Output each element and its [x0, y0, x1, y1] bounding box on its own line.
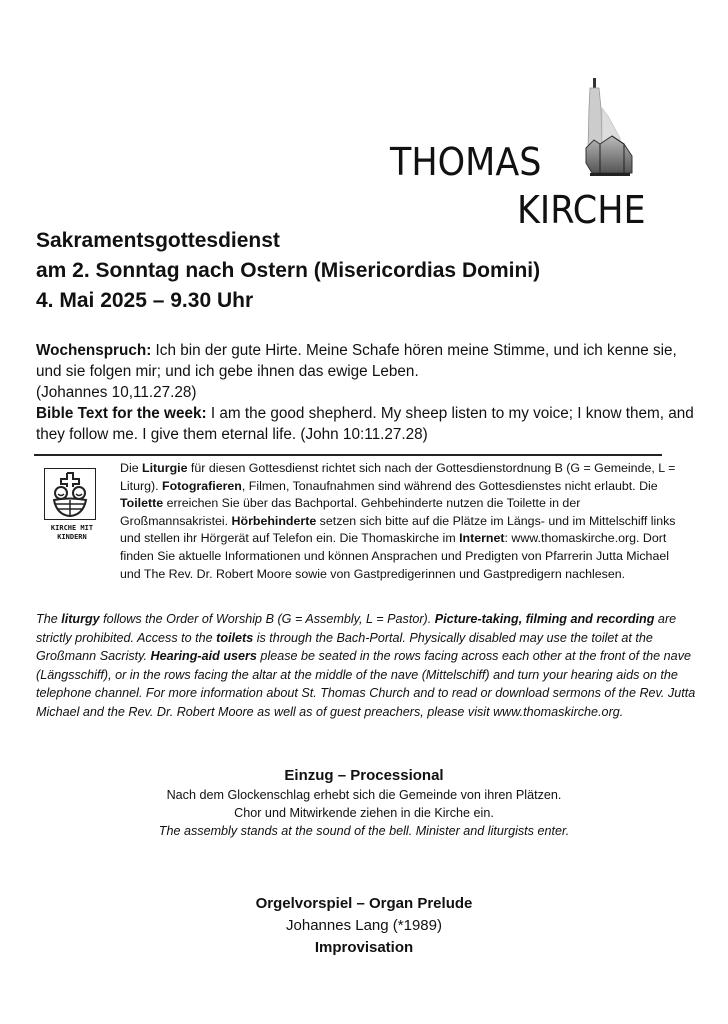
motto-de-reference: (Johannes 10,11.27.28): [36, 384, 197, 401]
section-orgelvorspiel: [0, 893, 728, 959]
kirche-mit-kindern-logo: [36, 460, 114, 566]
toilets-bold: toilets: [216, 630, 254, 645]
hoerbehinderte-bold: Hörbehinderte: [231, 513, 317, 528]
liturgy-bold: liturgy: [61, 612, 100, 626]
service-type: Sakramentsgottesdienst: [36, 229, 280, 252]
einzug-line-1: Nach dem Glockenschlag erhebt sich die Gemeinde von ihren Plätzen.: [166, 788, 562, 802]
liturgie-bold: Liturgie: [142, 461, 188, 475]
thomaskirche-logo: [390, 78, 660, 232]
motto-english: [36, 403, 696, 445]
orgelvorspiel-performer: Johannes Lang (*1989): [286, 917, 442, 934]
hearing-aid-users-bold: Hearing-aid users: [150, 649, 257, 664]
motto-de-label: Wochenspruch:: [36, 342, 152, 359]
kirche-mit-kindern-label: KIRCHE MIT KINDERN: [50, 524, 94, 541]
logo-text-thomas: THOMAS: [390, 140, 542, 184]
kirche-mit-kindern-icon: [44, 468, 96, 520]
weekly-motto: [36, 340, 696, 445]
section-einzug: [0, 766, 728, 840]
service-title: [36, 226, 540, 316]
church-tower-icon: [580, 78, 640, 183]
einzug-line-2: Chor und Mitwirkende ziehen in die Kirche ein.: [234, 806, 494, 820]
picture-taking-bold: Picture-taking, filming and recording: [434, 612, 655, 626]
motto-de-text: Ich bin der gute Hirte. Meine Schafe hören meine Stimme, und ich kenne sie, und sie folgen mir; und ich gebe ihnen das ewige Leben.: [36, 342, 677, 380]
service-occasion: am 2. Sonntag nach Ostern (Misericordias Domini): [36, 259, 541, 282]
website-text: : www.thomaskirche.org. Dort finden Sie aktuelle Informationen und können Ansprachen und Predigten von Pfarrerin Jutta Michael und The Rev. Dr. Robert Moore sowie von Gastpredigerinnen und Gastpredigern nachlesen.: [120, 531, 669, 581]
toilette-bold: Toilette: [120, 496, 164, 511]
einzug-line-english: The assembly stands at the sound of the bell. Minister and liturgists enter.: [158, 824, 570, 838]
internet-bold: Internet: [459, 531, 505, 546]
service-date-time: 4. Mai 2025 – 9.30 Uhr: [36, 289, 254, 312]
orgelvorspiel-piece: Improvisation: [314, 939, 414, 956]
orgelvorspiel-heading: Orgelvorspiel – Organ Prelude: [255, 895, 473, 912]
logo-text-kirche: KIRCHE: [517, 188, 646, 232]
info-german: KIRCHE MIT KINDERN Die Liturgie für diesen Gottesdienst richtet sich nach der Gottesdienstordnung B (G = Gemeinde, L = Liturg). Fotografieren, Filmen, Tonaufnahmen sind während des Gottesdienstes nicht erlaubt. Die Toilette erreichen Sie über das Bachportal. Gehbehinderte nutzen die Toilette in der Großmannsakristei. Hörbehinderte setzen sich bitte auf die Plätze im Längs- und im Mittelschiff links und stellen ihr Hörgerät auf Telefon ein. Die Thomaskirche im Internet: www.thomaskirche.org. Dort finden Sie aktuelle Informationen und können Ansprachen und Predigten von Pfarrerin Jutta Michael und The Rev. Dr. Robert Moore sowie von Gastpredigerinnen und Gastpredigern nachlesen.: [36, 460, 676, 583]
motto-en-text: I am the good shepherd. My sheep listen to my voice; I know them, and they follow me. I give them eternal life. (John 10:11.27.28): [36, 405, 694, 443]
fotografieren-bold: Fotografieren: [162, 478, 242, 493]
motto-german: [36, 340, 696, 382]
motto-en-label: Bible Text for the week:: [36, 405, 207, 422]
info-english: The liturgy follows the Order of Worship B (G = Assembly, L = Pastor). Picture-taking, filming and recording are strictly prohibited. Access to the toilets is through the Bach-Portal. Physically disabled may use the toilet at the Großmann Sacristy. Hearing-aid users please be seated in the rows facing across each other at the front of the nave (Längsschiff), or in the rows facing the altar at the middle of the nave (Mittelschiff) and turn your hearing aids on the telephone channel. For more information about St. Thomas Church and to read or download sermons of the Rev. Jutta Michael and the Rev. Dr. Robert Moore as well as of guest preachers, please visit www.thomaskirche.org.: [36, 612, 696, 719]
divider-line: [34, 454, 662, 456]
einzug-heading: Einzug – Processional: [284, 767, 444, 784]
